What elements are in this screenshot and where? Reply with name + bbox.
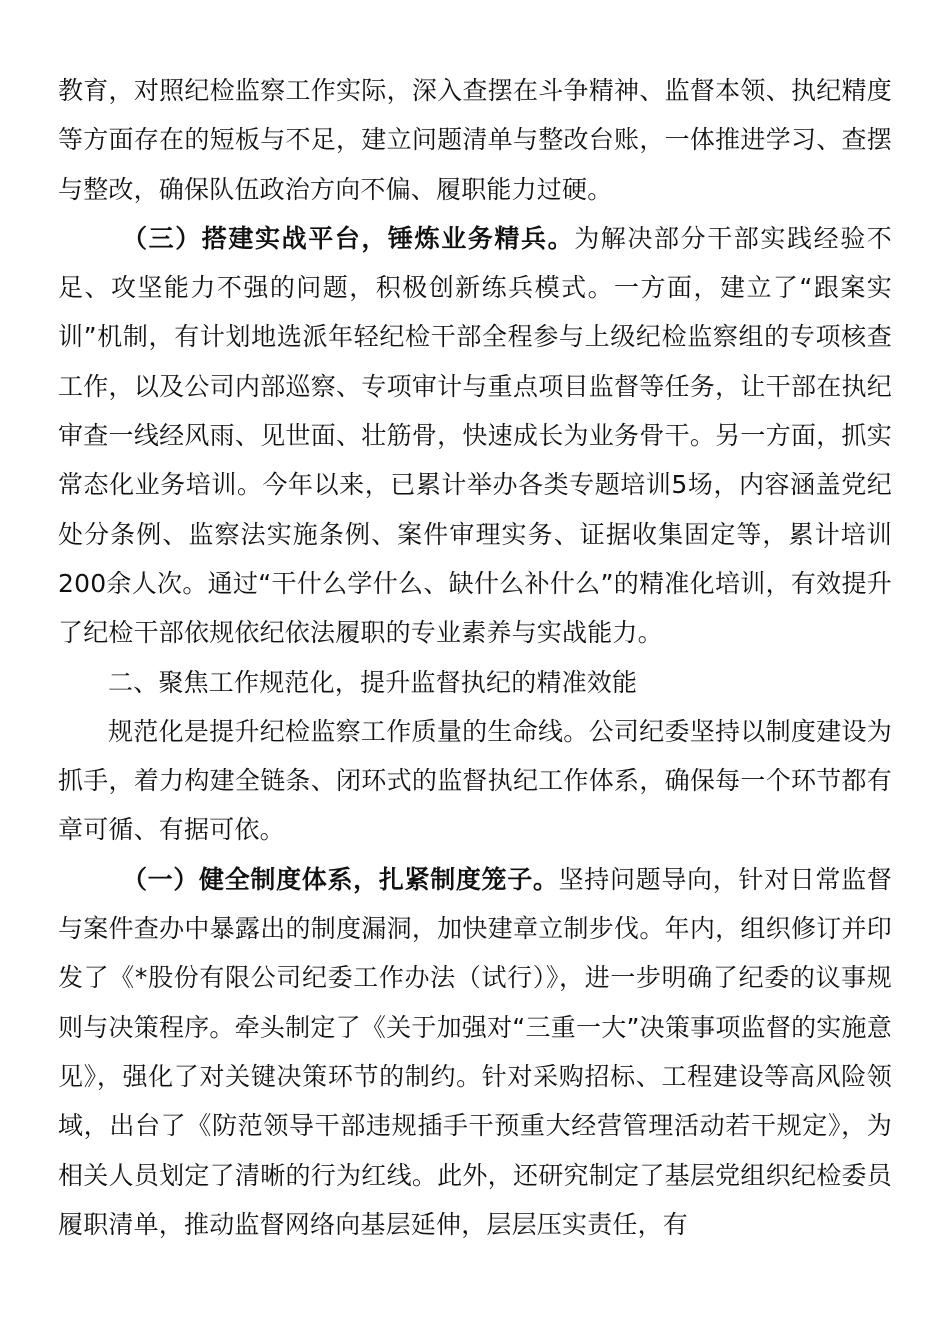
paragraph-section-intro	[58, 707, 892, 855]
subsection-heading: （三）搭建实战平台，锤炼业务精兵。	[122, 223, 575, 253]
subsection-heading: （一）健全制度体系，扎紧制度笼子。	[122, 864, 559, 894]
section-title	[58, 658, 892, 707]
document-body	[58, 66, 892, 1249]
paragraph-subsection-1	[58, 855, 892, 1249]
section-title-text: 二、聚焦工作规范化，提升监督执纪的精准效能	[108, 667, 638, 697]
paragraph-text: 为解决部分干部实践经验不足、攻坚能力不强的问题，积极创新练兵模式。一方面，建立了“跟案实训”机制，有计划地选派年轻纪检干部全程参与上级纪检监察组的专项核查工作，以及公司内部巡察、专项审计与重点项目监督等任务，让干部在执纪审查一线经风雨、见世面、壮筋骨，快速成长为业务骨干。另一方面，抓实常态化业务培训。今年以来，已累计举办各类专题培训5场，内容涵盖党纪处分条例、监察法实施条例、案件审理实务、证据收集固定等，累计培训200余人次。通过“干什么学什么、缺什么补什么”的精准化培训，有效提升了纪检干部依规依纪依法履职的专业素养与实战能力。	[58, 223, 892, 648]
paragraph-text: 坚持问题导向，针对日常监督与案件查办中暴露出的制度漏洞，加快建章立制步伐。年内，组织修订并印发了《*股份有限公司纪委工作办法（试行）》，进一步明确了纪委的议事规则与决策程序。牵头制定了《关于加强对“三重一大”决策事项监督的实施意见》，强化了对关键决策环节的制约。针对采购招标、工程建设等高风险领域，出台了《防范领导干部违规插手干预重大经营管理活动若干规定》，为相关人员划定了清晰的行为红线。此外，还研究制定了基层党组织纪检委员履职清单，推动监督网络向基层延伸，层层压实责任，有	[58, 864, 892, 1239]
paragraph-subsection-3	[58, 214, 892, 658]
paragraph-text: 规范化是提升纪检监察工作质量的生命线。公司纪委坚持以制度建设为抓手，着力构建全链条、闭环式的监督执纪工作体系，确保每一个环节都有章可循、有据可依。	[58, 716, 892, 845]
paragraph-text: 教育，对照纪检监察工作实际，深入查摆在斗争精神、监督本领、执纪精度等方面存在的短板与不足，建立问题清单与整改台账，一体推进学习、查摆与整改，确保队伍政治方向不偏、履职能力过硬。	[58, 76, 892, 204]
paragraph-continuation	[58, 66, 892, 214]
